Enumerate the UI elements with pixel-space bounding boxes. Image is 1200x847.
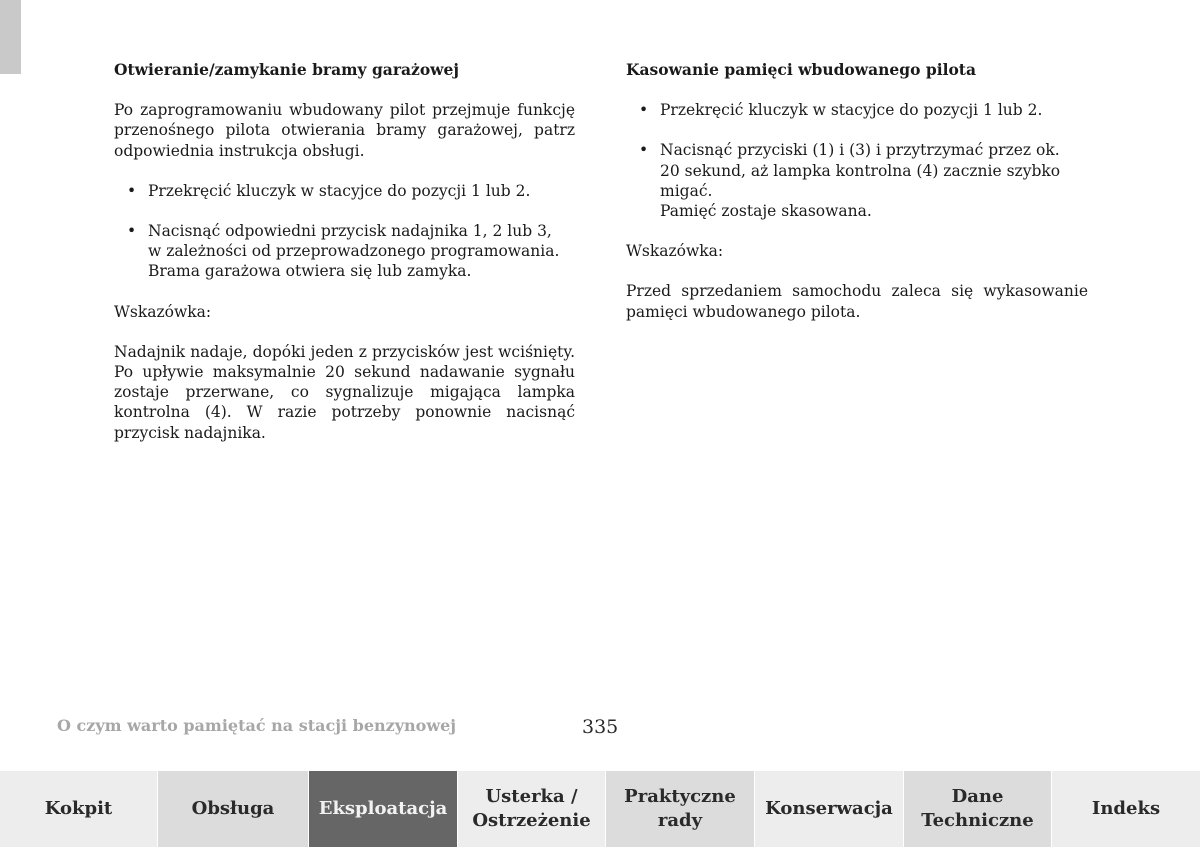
list-item [114, 181, 575, 201]
tab-label: Kokpit [44, 798, 113, 819]
note-label: Wskazówka: [626, 242, 724, 261]
tab-label: Konserwacja [765, 798, 893, 819]
list-item-line: Nacisnąć przyciski (1) i (3) i przytrzymać przez ok. [660, 141, 1060, 160]
tab-label: Obsługa [191, 798, 275, 819]
list-item-line: Przekręcić kluczyk w stacyjce do pozycji 1 lub 2. [660, 101, 1043, 120]
chapter-title: O czym warto pamiętać na stacji benzynowej [57, 716, 457, 735]
tab-label: Eksploatacja [318, 798, 448, 819]
list-item-line: Przekręcić kluczyk w stacyjce do pozycji 1 lub 2. [148, 181, 531, 200]
page-corner-marker [0, 0, 21, 74]
bullet-icon: • [127, 181, 137, 200]
bullet-icon: • [639, 141, 649, 160]
tab-label: Indeks [1091, 798, 1161, 819]
list-item-line: migać. [660, 181, 713, 200]
list-item-line: Brama garażowa otwiera się lub zamyka. [148, 262, 472, 281]
list-item [626, 140, 1088, 221]
chapter-navigation [0, 771, 1200, 847]
bullet-icon: • [127, 222, 137, 241]
list-item [626, 100, 1088, 120]
instruction-list [114, 181, 575, 282]
right-column [626, 60, 1088, 342]
note-label: Wskazówka: [114, 302, 212, 321]
bullet-icon: • [639, 101, 649, 120]
note-text: Nadajnik nadaje, dopóki jeden z przycisków jest wciśnięty. Po upływie maksymalnie 20 sekund nadawanie sygnału zostaje przerwane, co sygnalizuje migająca lampka kontrolna (4). W razie potrzeby ponownie nacisnąć przycisk nadajnika. [114, 342, 575, 442]
tab-label-line: Ostrzeżenie [472, 810, 591, 831]
intro-paragraph: Po zaprogramowaniu wbudowany pilot przejmuje funkcję przenośnego pilota otwierania bramy garażowej, patrz odpowiednia instrukcja obsługi. [114, 101, 575, 160]
tab-usterka-ostrzezenie[interactable] [458, 771, 606, 847]
instruction-list [626, 100, 1088, 221]
tab-label-line: Techniczne [921, 810, 1034, 831]
tab-label-line: Dane [951, 786, 1004, 807]
tab-eksploatacja[interactable] [309, 771, 458, 847]
page-number: 335 [582, 716, 619, 738]
tab-label-line: rady [657, 810, 703, 831]
tab-dane-techniczne[interactable] [904, 771, 1052, 847]
tab-obsluga[interactable] [158, 771, 309, 847]
tab-praktyczne-rady[interactable] [606, 771, 755, 847]
list-item-line: Pamięć zostaje skasowana. [660, 202, 872, 221]
list-item-line: w zależności od przeprowadzonego programowania. [148, 242, 560, 261]
tab-label-line: Praktyczne [624, 786, 736, 807]
note-text: Przed sprzedaniem samochodu zaleca się wykasowanie pamięci wbudowanego pilota. [626, 282, 1088, 321]
tab-label-line: Usterka / [485, 786, 578, 807]
list-item-line: Nacisnąć odpowiedni przycisk nadajnika 1, 2 lub 3, [148, 222, 552, 241]
section-heading-memory-reset: Kasowanie pamięci wbudowanego pilota [626, 60, 977, 79]
left-column [114, 60, 575, 463]
list-item [114, 221, 575, 282]
tab-kokpit[interactable] [0, 771, 158, 847]
section-heading-garage-door: Otwieranie/zamykanie bramy garażowej [114, 60, 459, 79]
tab-indeks[interactable] [1052, 771, 1200, 847]
list-item-line: 20 sekund, aż lampka kontrolna (4) zacznie szybko [660, 161, 1061, 180]
tab-konserwacja[interactable] [755, 771, 904, 847]
